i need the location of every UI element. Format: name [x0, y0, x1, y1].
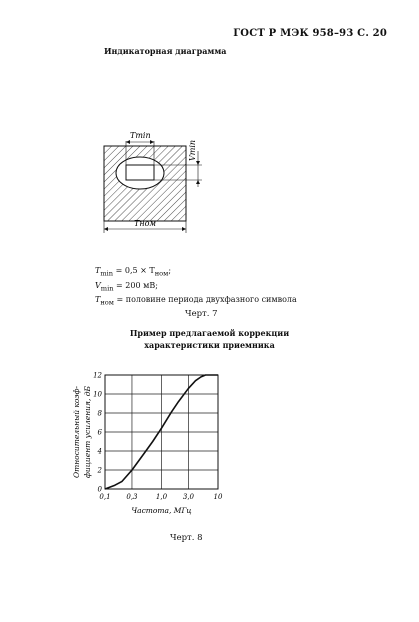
figure8-title-line2: характеристики приемника [144, 340, 275, 350]
y-tick-label: 0 [97, 485, 102, 494]
y-axis-label: Относительный коэф- [72, 385, 81, 479]
y-tick-label: 6 [97, 428, 102, 437]
y-tick-label: 4 [97, 447, 102, 456]
figure7-legend [95, 265, 297, 309]
tnom-label: Tном [134, 219, 157, 228]
legend-line: $T_{ном}$ = половине периода двухфазного символа [95, 295, 297, 307]
page-header: ГОСТ Р МЭК 958–93 С. 20 [233, 28, 387, 39]
x-tick-label: 10 [213, 493, 223, 501]
gain-chart [60, 366, 240, 516]
figure7-caption: Черт. 7 [185, 309, 218, 319]
y-tick-label: 8 [97, 409, 102, 418]
figure8-title-line1: Пример предлагаемой коррекции [129, 328, 290, 338]
y-tick-label: 2 [97, 466, 102, 475]
vmin-label: Vmin [188, 139, 197, 161]
x-tick-label: 0,3 [126, 493, 138, 501]
tmin-label: Tmin [130, 131, 151, 140]
legend-line: $T_{min} = 0,5 \times T_{ном}$; [95, 266, 172, 278]
x-tick-label: 0,1 [99, 493, 111, 501]
legend-line: $V_{min} = 200$ мВ; [95, 280, 158, 293]
x-axis-label: Частота, МГц [131, 506, 192, 515]
y-axis-label: фициент усиления, дБ [83, 385, 92, 479]
inner-rectangle [126, 165, 154, 180]
x-tick-label: 1,0 [155, 493, 168, 501]
x-tick-label: 3,0 [182, 493, 195, 501]
y-tick-label: 12 [93, 371, 102, 380]
figure7-title: Индикаторная диаграмма [104, 46, 227, 56]
y-tick-label: 10 [93, 390, 102, 399]
figure8-caption: Черт. 8 [170, 533, 203, 543]
indicator-diagram [90, 125, 220, 235]
figure8-title [0, 327, 419, 351]
